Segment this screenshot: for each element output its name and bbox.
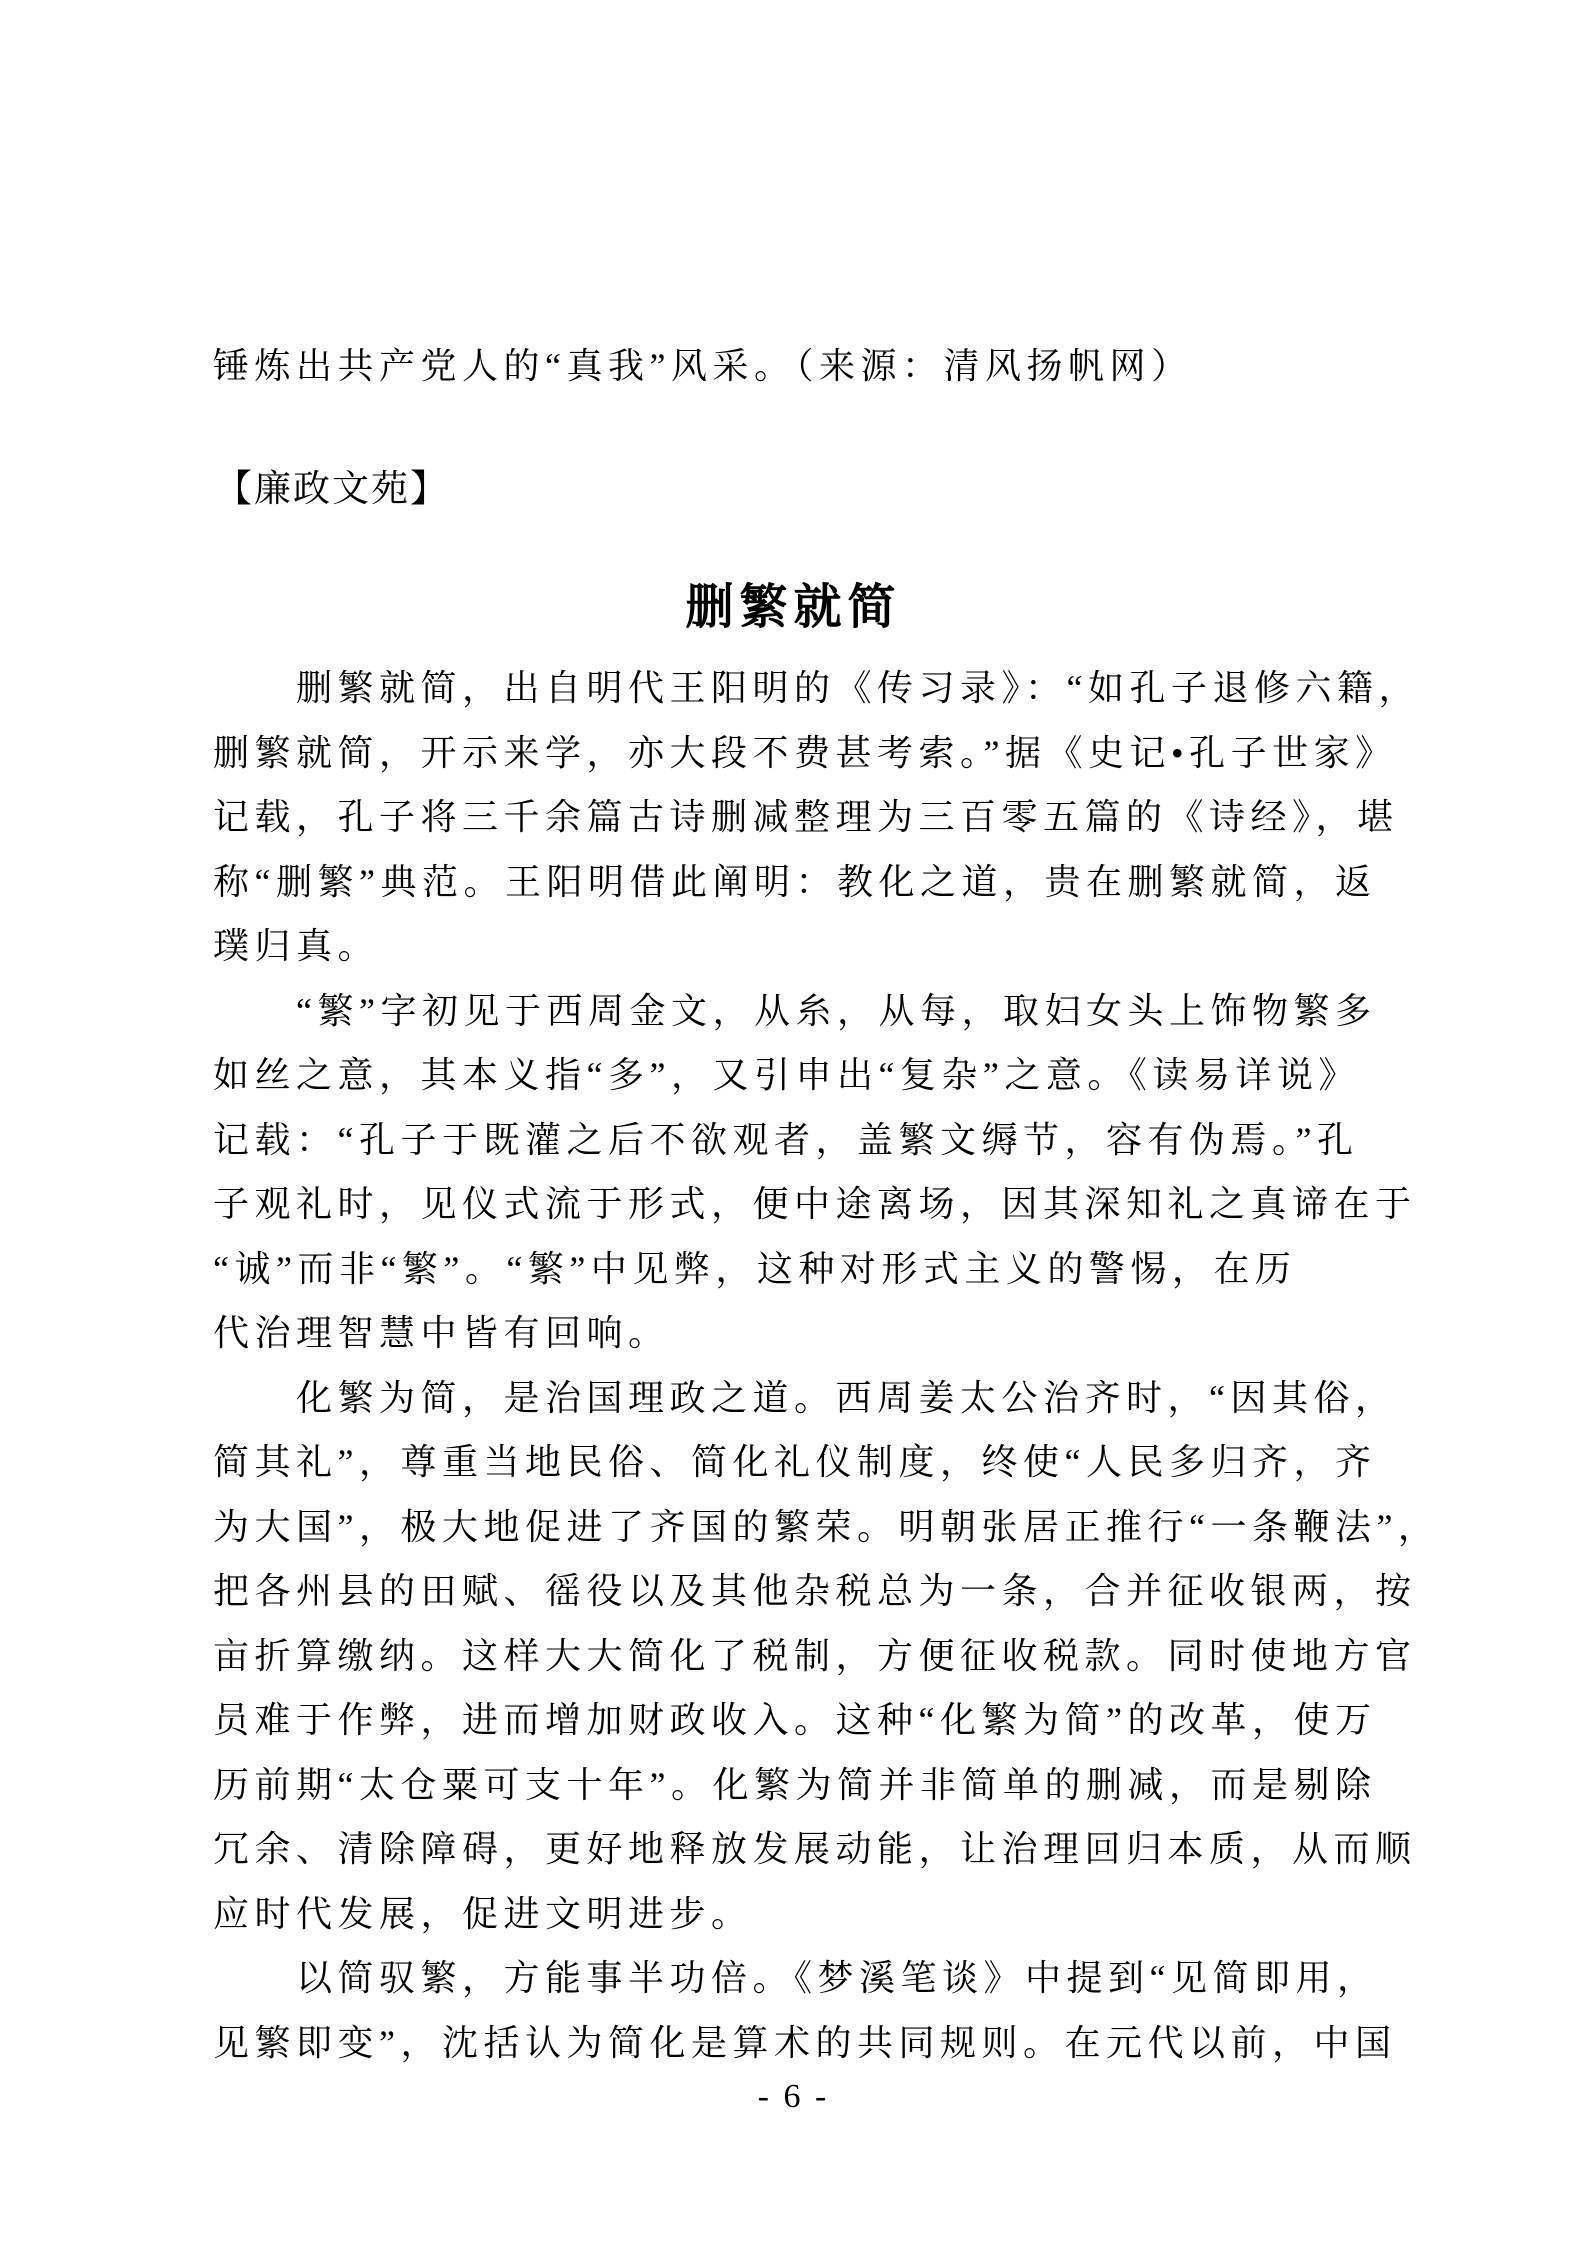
body-text-line: 以简驭繁，方能事半功倍。《梦溪笔谈》中提到“见简即用， xyxy=(296,1958,1379,1998)
paragraph xyxy=(213,979,1417,1366)
body-text-line: 记载：“孔子于既灌之后不欲观者，盖繁文缛节，容有伪焉。”孔 xyxy=(213,1119,1359,1160)
body-text-line: 代治理智慧中皆有回响。 xyxy=(213,1313,670,1353)
body-text-line: 化繁为简，是治国理政之道。西周姜太公治齐时，“因其俗， xyxy=(296,1377,1397,1418)
body-text-line: 员难于作弊，进而增加财政收入。这种“化繁为简”的改革，使万 xyxy=(213,1700,1377,1740)
body-text-line: 如丝之意，其本义指“多”，又引申出“复杂”之意。《读易详说》 xyxy=(213,1055,1360,1095)
paragraph xyxy=(213,656,1420,979)
paragraph xyxy=(213,1946,1413,2075)
article-body xyxy=(213,656,1440,2075)
body-text-line: “繁”字初见于西周金文，从糸，从每，取妇女头上饰物繁多 xyxy=(296,990,1377,1031)
body-text-line: 历前期“太仓粟可支十年”。化繁为简并非简单的删减，而是剔除 xyxy=(213,1764,1377,1805)
body-text-line: 冗余、清除障碍，更好地释放发展动能，让治理回归本质，从而顺 xyxy=(213,1829,1417,1869)
body-text-line: 璞归真。 xyxy=(213,926,380,966)
body-text-line: 把各州县的田赋、徭役以及其他杂税总为一条，合并征收银两，按 xyxy=(213,1571,1417,1611)
body-text-line: 删繁就简，开示来学，亦大段不费甚考索。”据《史记•孔子世家》 xyxy=(213,732,1397,773)
body-text-line: 应时代发展，促进文明进步。 xyxy=(213,1893,753,1934)
body-text-line: 称“删繁”典范。王阳明借此阐明：教化之道，贵在删繁就简，返 xyxy=(213,861,1377,902)
body-text-line: 删繁就简，出自明代王阳明的《传习录》：“如孔子退修六籍， xyxy=(296,668,1420,708)
body-text-line: 简其礼”，尊重当地民俗、简化礼仪制度，终使“人民多归齐，齐 xyxy=(213,1442,1377,1482)
body-text-line: 记载，孔子将三千余篇古诗删减整理为三百零五篇的《诗经》，堪 xyxy=(213,797,1399,837)
body-text-line: 为大国”，极大地促进了齐国的繁荣。明朝张居正推行“一条鞭法”， xyxy=(213,1506,1440,1547)
paragraph xyxy=(213,1366,1440,1947)
paragraph-continuation-line: 锤炼出共产党人的“真我”风采。（来源：清风扬帆网） xyxy=(213,346,1193,386)
body-text-line: 亩折算缴纳。这样大大简化了税制，方便征收税款。同时使地方官 xyxy=(213,1635,1417,1676)
section-header: 【廉政文苑】 xyxy=(215,469,449,510)
body-text-line: 见繁即变”，沈括认为简化是算术的共同规则。在元代以前，中国 xyxy=(213,2022,1397,2063)
body-text-line: 子观礼时，见仪式流于形式，便中途离场，因其深知礼之真谛在于 xyxy=(213,1184,1417,1224)
article-title: 删繁就简 xyxy=(685,581,902,634)
page-number: - 6 - xyxy=(757,2078,830,2115)
body-text-line: “诚”而非“繁”。“繁”中见弊，这种对形式主义的警惕，在历 xyxy=(213,1248,1297,1289)
